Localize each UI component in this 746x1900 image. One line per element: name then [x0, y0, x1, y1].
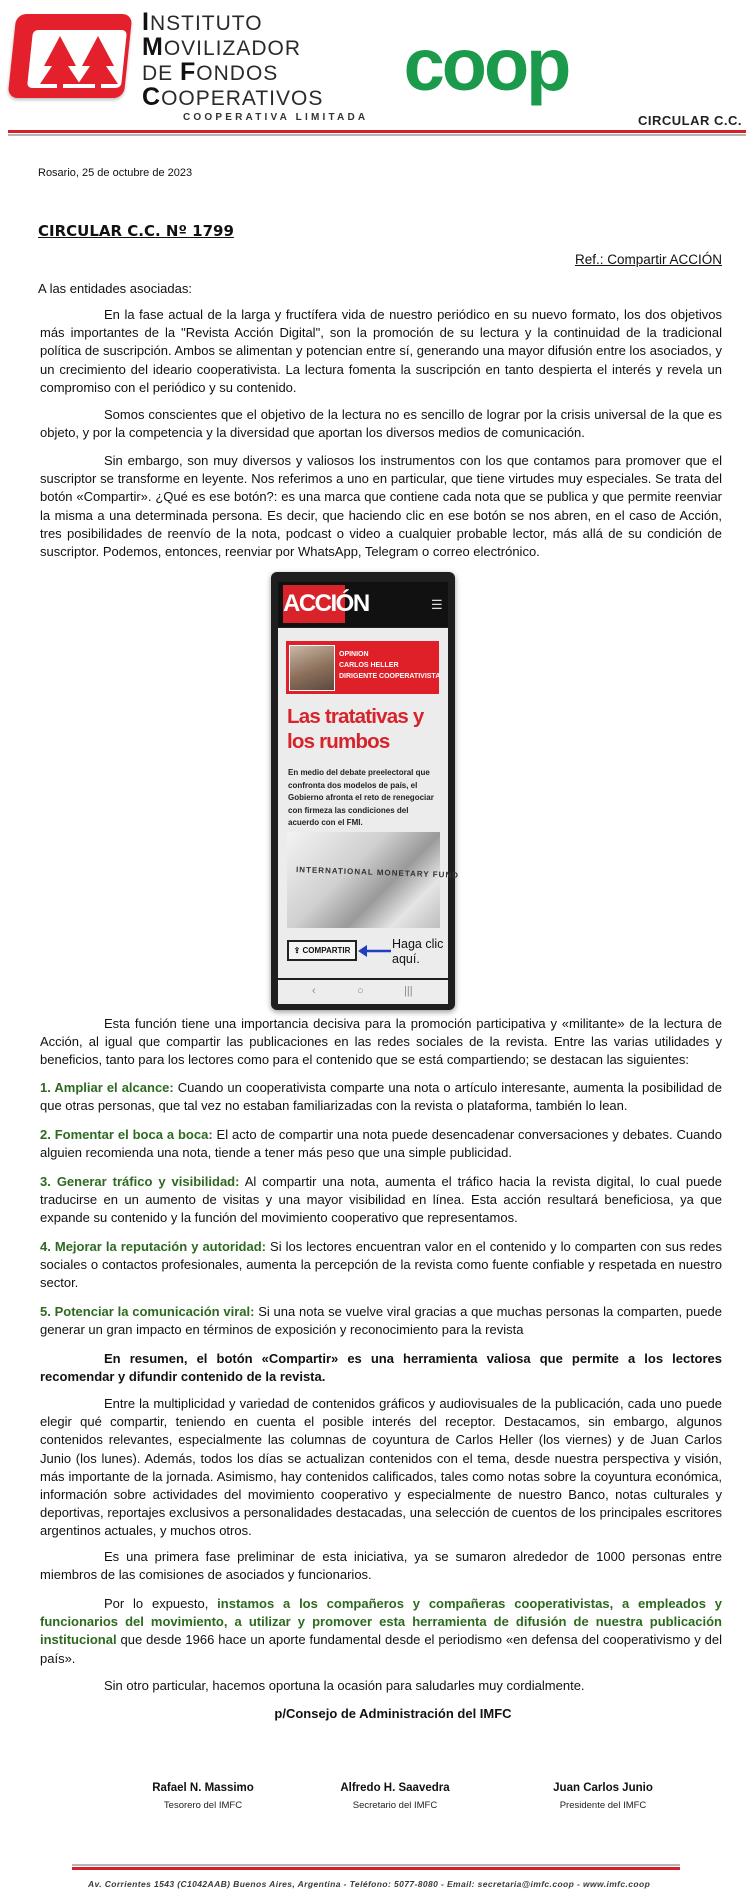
hamburger-icon[interactable]: ☰	[431, 597, 443, 612]
benefit-item	[40, 1303, 722, 1339]
paragraph-1: En la fase actual de la larga y fructífera vida de nuestro periódico en su nuevo formato, los dos objetivos más importantes de la "Revista Acción Digital", son la promoción de su lectura y la continuidad de la tradicional política de suscripción. Ambos se alimentan y potencian entre sí, generando una mayor difusión entre los asociados, y un crecimiento del ideario cooperativista. La lectura fomenta la suscripción en tanto despierta el interés y revela un compromiso con el periódico y su contenido.	[40, 307, 722, 395]
benefit-item	[40, 1126, 722, 1162]
author-photo	[289, 645, 335, 691]
coop-logo	[400, 30, 572, 114]
signatory-name: Juan Carlos Junio	[553, 1782, 653, 1794]
pine-trees-icon	[38, 32, 122, 88]
coop-logo-text: coop	[403, 30, 569, 106]
author-role: DIRIGENTE COOPERATIVISTA	[339, 673, 441, 680]
paragraph-6: Es una primera fase preliminar de esta iniciativa, ya se sumaron alrededor de 1000 personas entre miembros de las comisiones de asociados y funcionarios.	[40, 1549, 722, 1583]
benefit-heading: 2. Fomentar el boca a boca:	[40, 1127, 213, 1142]
benefit-item	[40, 1173, 722, 1228]
org-name-line-4: COOPERATIVOS	[142, 83, 324, 111]
share-label: COMPARTIR	[302, 946, 351, 955]
benefit-text: Si los lectores encuentran valor en el contenido y lo comparten con sus redes sociales o contactos profesionales, aumenta la percepción de la revista como fuente confiable y respetada en nuestro sector.	[40, 1239, 722, 1291]
signatory-name: Alfredo H. Saavedra	[340, 1782, 450, 1794]
summary-paragraph: En resumen, el botón «Compartir» es una herramienta valiosa que permite a los lectores recomendar y difundir contenido de la revista.	[40, 1351, 722, 1385]
article-photo	[287, 832, 440, 928]
signatory-name: Rafael N. Massimo	[152, 1782, 254, 1794]
back-icon[interactable]: ‹	[312, 985, 316, 997]
benefit-text: Cuando un cooperativista comparte una nota o artículo interesante, aumenta la posibilidad de que otras personas, que tal vez no estaban familiarizadas con la revista o plataforma, también lo lean.	[40, 1080, 722, 1114]
reference-line: Ref.: Compartir ACCIÓN	[574, 252, 722, 267]
paragraph-5: Entre la multiplicidad y variedad de contenidos gráficos y audiovisuales de la publicación, cada uno puede elegir qué compartir, teniendo en cuenta el posible interés del receptor. Destacamos, sin embargo, algunos contenidos relevantes, especialmente las columnas de coyuntura de Carlos Heller (los viernes) y de Juan Carlos Junio (los lunes). Además, todos los días se actualizan contenidos con el tema, desde nuestra perspectiva y visión, más importante de la jornada. Asimismo, hay contenidos calificados, tales como notas sobre la coyuntura económica, información sobre actividades del movimiento cooperativo y especialmente de nuestro Banco, notas culturales y deportivas, reportajes exclusivos a personalidades destacadas, una selección de cuentos de los principales escritores argentinos actuales, y muchos otros.	[40, 1396, 722, 1539]
benefit-text: El acto de compartir una nota puede desencadenar conversaciones y debates. Cuando alguien recomienda una nota, tiende a tener más peso que una simple publicidad.	[40, 1127, 722, 1161]
circular-title: CIRCULAR C.C. Nº 1799	[38, 222, 234, 240]
org-subtitle: COOPERATIVA LIMITADA	[183, 112, 369, 123]
footer-divider-shadow	[72, 1864, 680, 1866]
header-divider-shadow	[8, 134, 746, 136]
council-signature: p/Consejo de Administración del IMFC	[274, 1706, 512, 1721]
click-here-callout: Haga clic aquí.	[392, 937, 444, 966]
benefit-item	[40, 1238, 722, 1293]
circular-tag: CIRCULAR C.C.	[638, 113, 742, 128]
benefit-heading: 5. Potenciar la comunicación viral:	[40, 1304, 255, 1319]
article-lead: En medio del debate preelectoral que confronta dos modelos de país, el Gobierno afronta el reto de renegociar con firmeza las condiciones del acuerdo con el FMI.	[288, 768, 434, 827]
footer-contact: Av. Corrientes 1543 (C1042AAB) Buenos Aires, Argentina - Teléfono: 5077-8080 - Email: secretaria@imfc.coop - www.imfc.coop	[88, 1879, 651, 1889]
footer-divider	[72, 1867, 680, 1870]
share-button[interactable]	[287, 940, 357, 961]
benefit-heading: 3. Generar tráfico y visibilidad:	[40, 1174, 240, 1189]
benefit-heading: 1. Ampliar el alcance:	[40, 1080, 174, 1095]
benefit-item	[40, 1079, 722, 1115]
arrow-left-icon	[358, 944, 392, 958]
benefit-text: Al compartir una nota, aumenta el tráfico hacia la revista digital, lo cual puede traducirse en un aumento de visitas y una mayor visibilidad en línea. Esta acción resultará beneficiosa, ya que expande su contenido y la función del movimiento cooperativo que representamos.	[40, 1174, 723, 1226]
opinion-label: OPINION	[339, 651, 369, 658]
paragraph-3: Sin embargo, son muy diversos y valiosos los instrumentos con los que contamos para promover que el suscriptor se transforme en leyente. Nos referimos a uno en particular, que tiene virtudes muy especiales. Se trata del botón «Compartir». ¿Qué es ese botón?: es una marca que contiene cada nota que se publica y que permite reenviar la misma a una determinada persona. Es decir, que haciendo clic en ese botón se nos abren, en el caso de Acción, tres posibilidades de reenvío de la nota, podcast o video a cualquier probable lector, más allá de su condición de suscriptor. Podemos, entonces, reenviar por WhatsApp, Telegram o correo electrónico.	[40, 453, 722, 560]
header-divider	[8, 130, 746, 133]
author-name: CARLOS HELLER	[339, 662, 399, 669]
benefit-text: Si una nota se vuelve viral gracias a que muchas personas la comparten, puede generar un gran impacto en términos de exposición y reconocimiento para la revista	[40, 1304, 722, 1338]
signatory-role: Tesorero del IMFC	[163, 1800, 243, 1811]
article-headline[interactable]: Las tratativas y los rumbos	[287, 705, 424, 753]
share-icon: ⇪	[293, 946, 303, 955]
signatory-role: Secretario del IMFC	[352, 1800, 438, 1811]
closing-line: Sin otro particular, hacemos oportuna la ocasión para saludarles muy cordialmente.	[104, 1678, 585, 1693]
accion-logo: ACCIÓN	[283, 585, 345, 623]
photo-sign-text: INTERNATIONAL MONETARY FUND	[295, 865, 460, 880]
call-to-action: instamos a los compañeros y compañeras cooperativistas, a empleados y funcionarios del movimiento, a utilizar y promover esta herramienta de difusión de nuestra publicación institucional	[40, 1596, 722, 1648]
paragraph-4: Esta función tiene una importancia decisiva para la promoción participativa y «militante» de la lectura de Acción, al igual que compartir las publicaciones en las redes sociales de la revista. Entre las varias utilidades y beneficios, tanto para los lectores como para el contenido que se está compartiendo; se destacan las siguientes:	[40, 1016, 722, 1068]
home-icon[interactable]: ○	[357, 985, 364, 997]
letter-date: Rosario, 25 de octubre de 2023	[38, 167, 193, 179]
signatory-role: Presidente del IMFC	[559, 1800, 647, 1811]
org-name-line-3: DE FONDOS	[142, 58, 279, 86]
paragraph-2: Somos conscientes que el objetivo de la lectura no es sencillo de lograr por la crisis universal de la que es objeto, y por la competencia y la diversidad que aportan los diversos medios de comunicación.	[40, 407, 722, 441]
benefit-heading: 4. Mejorar la reputación y autoridad:	[40, 1239, 267, 1254]
recent-apps-icon[interactable]: |||	[404, 985, 413, 997]
org-name-line-2: MOVILIZADOR	[142, 33, 302, 61]
org-name-line-1: INSTITUTO	[142, 8, 263, 36]
salutation: A las entidades asociadas:	[38, 281, 192, 296]
paragraph-7: Por lo expuesto, instamos a los compañeros y compañeras cooperativistas, a empleados y funcionarios del movimiento, a utilizar y promover esta herramienta de difusión de nuestra publicación institucional que desde 1966 hace un aporte fundamental desde el periodismo «en defensa del cooperativismo y del país».	[40, 1596, 722, 1666]
